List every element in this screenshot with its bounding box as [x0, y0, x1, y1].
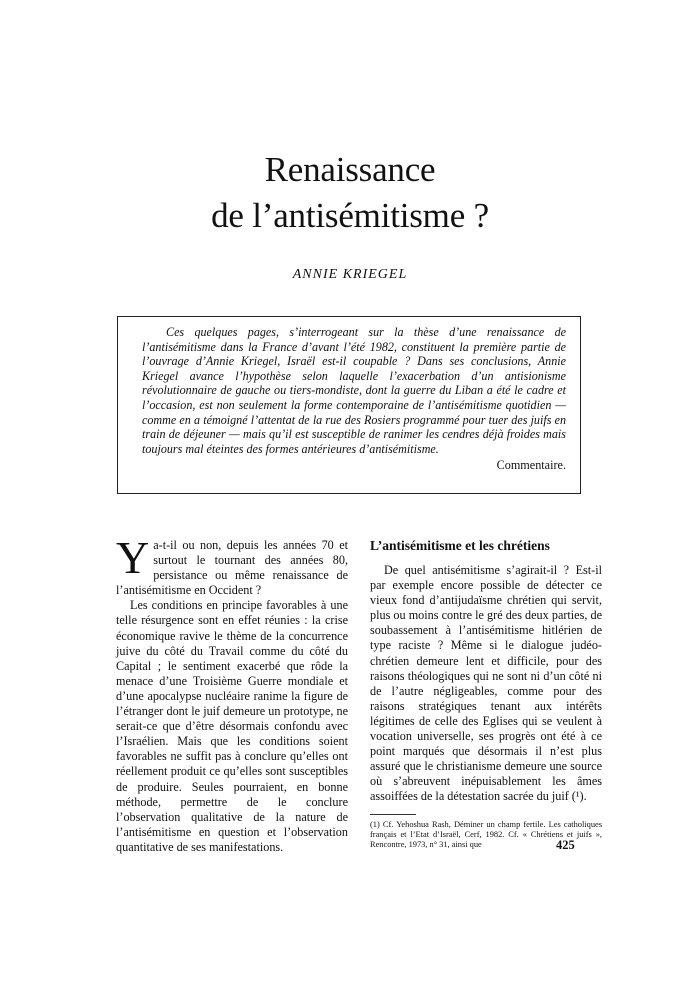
section-heading: L’antisémitisme et les chrétiens [370, 538, 550, 553]
footnote: (1) Cf. Yehoshua Rash, Déminer un champ fertile. Les catholiques français et l’Etat d’Israël, Cerf, 1982. Cf. « Chrétiens et juifs », Rencontre, 1973, n° 31, ainsi que [370, 819, 602, 849]
left-column [116, 532, 348, 855]
body-paragraph: Les conditions en principe favorables à une telle résurgence sont en effet réunies : la crise économique ravive le thème de la concurrence juive du côté du Travail comme du côté du Capital ; le sentiment exacerbé que rôde la menace d’une Troisième Guerre mondiale et d’une apocalypse nucléaire ranime la figure de l’étranger dont le juif demeure un prototype, ne serait-ce que d’être désormais confondu avec l’Israélien. Mais que les conditions soient favorables ne suffit pas à conclure qu’elles ont réellement produit ce qu’elles sont susceptibles de produire. Seules pourraient, en bonne méthode, permettre de le conclure l’observation qualitative de la nature de l’antisémitisme en question et l’observation quantitative de ses manifestations. [116, 598, 348, 854]
author-name: ANNIE KRIEGEL [292, 267, 408, 282]
footnote-divider [370, 814, 416, 815]
abstract-box [117, 316, 581, 494]
article-title-line-2: de l’antisémitisme ? [211, 196, 489, 235]
drop-cap: Y [116, 532, 150, 583]
abstract-text: Ces quelques pages, s’interrogeant sur la thèse d’une renaissance de l’antisémitisme dans la France d’avant l’été 1982, constituent la première partie de l’ouvrage d’Annie Kriegel, Israël est-il coupable ? Dans ses conclusions, Annie Kriegel avance l’hypothèse selon laquelle l’exacerbation d’un antisionisme révolutionnaire de gauche ou tiers-mondiste, dont la guerre du Liban a été le cadre et l’occasion, est non seulement la forme contemporaine de l’antisémitisme quotidien — comme en a témoigné l’attentat de la rue des Rosiers programmé pour tuer des juifs en train de déjeuner — mais qu’il est susceptible de ranimer les cendres déjà froides mais toujours mal éteintes des formes antérieures d’antisémitisme. [142, 325, 566, 456]
right-column [370, 538, 602, 850]
section-paragraph: De quel antisémitisme s’agirait-il ? Est-il par exemple encore possible de détecter ce vieux fond d’antijudaïsme chrétien qui servit, plus ou moins contre le gré des deux parties, de soubassement à l’antisémitisme hitlérien de type raciste ? Même si le dialogue judéo-chrétien demeure lent et difficile, pour des raisons théologiques qui ne sont ni d’un côté ni de l’autre négligeables, comme pour des raisons stratégiques tenant aux intérêts légitimes de celle des Eglises qui se veulent à vocation universelle, ses progrès ont été à ce point marqués que désormais il n’est plus assuré que le christianisme demeure une source où s’abreuvent inépuisablement les âmes assoiffées de la détestation sacrée du juif (¹). [370, 563, 602, 804]
page-number: 425 [556, 838, 575, 852]
abstract-signature: Commentaire. [496, 458, 566, 473]
article-title-line-1: Renaissance [264, 150, 436, 189]
intro-paragraph-text: a-t-il ou non, depuis les années 70 et surtout le tournant des années 80, persistance ou même renaissance de l’antisémitisme en Occident ? [116, 538, 348, 598]
intro-paragraph [116, 532, 348, 598]
